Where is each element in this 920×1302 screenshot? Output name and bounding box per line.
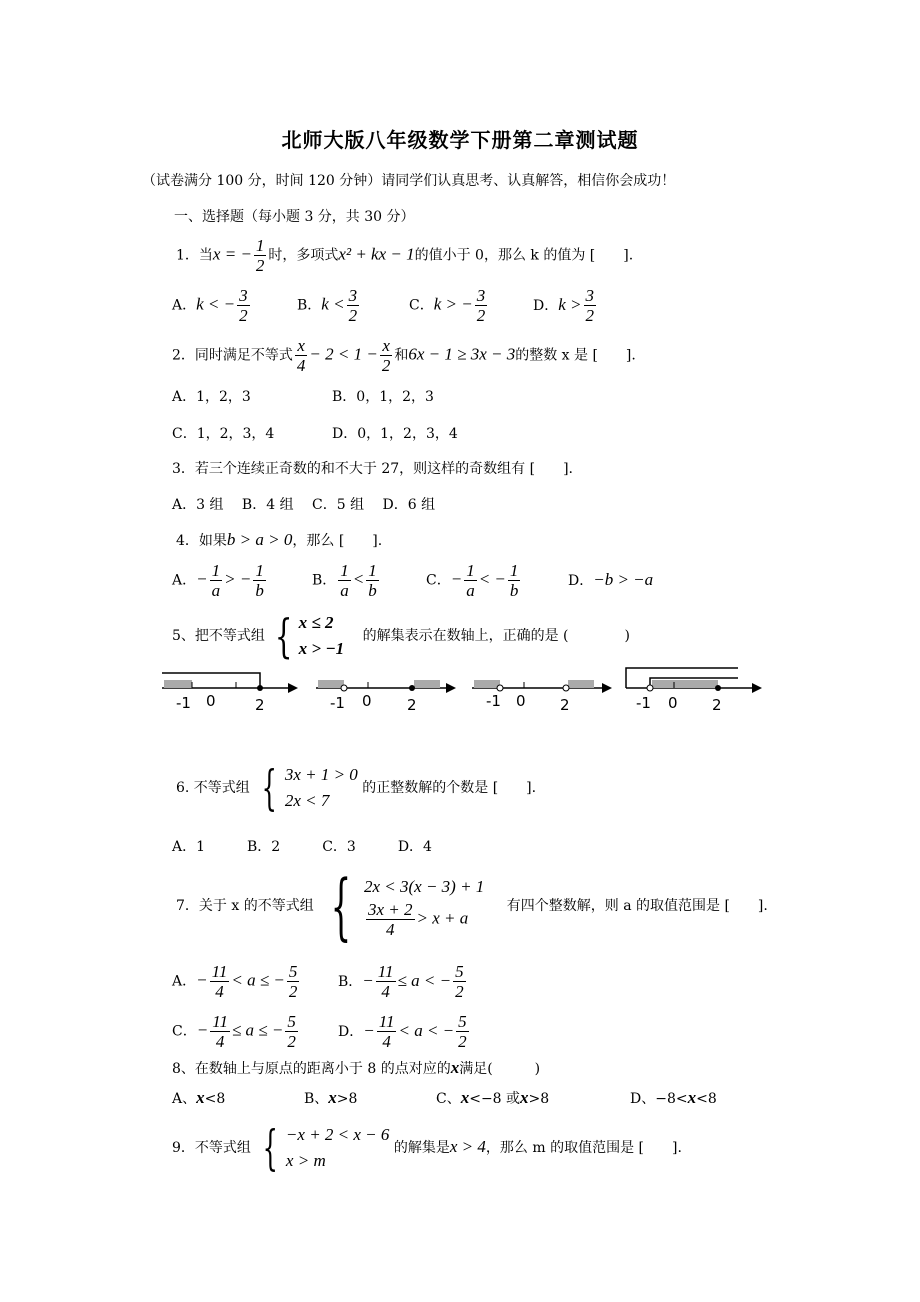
intro-text: （试卷满分 100 分，时间 120 分钟）请同学们认真思考、认真解答，相信你会成功！ xyxy=(142,173,676,189)
number-line-option-a[interactable] xyxy=(156,666,301,716)
option-a[interactable]: A．k < − $\frac{3}{2}$ xyxy=(172,286,248,325)
option-a[interactable]: A、x<8 xyxy=(172,1088,226,1107)
option-c[interactable]: C、x<−8 或x>8 xyxy=(436,1088,550,1107)
question-9: 9．不等式组 { −x + 2 < x − 6 x > m 的解集是x > 4，那么 m 的取值范围是 [ ]. xyxy=(172,1120,682,1176)
svg-text:0: 0 xyxy=(516,692,526,710)
question-4-options xyxy=(172,561,653,600)
question-2-options-row1 xyxy=(172,386,434,406)
svg-text:-1: -1 xyxy=(486,692,501,710)
page-title: 北师大版八年级数学下册第二章测试题 xyxy=(281,128,639,152)
option-c[interactable]: C．− $\frac{1}{a}$ < − $\frac{1}{b}$ xyxy=(426,561,519,600)
question-8-options xyxy=(172,1088,717,1108)
question-2-options-row2 xyxy=(172,423,458,443)
inequality-system: { x ≤ 2 x > −1 xyxy=(275,609,345,663)
question-3-options[interactable]: A．3 组 B．4 组 C．5 组 D．6 组 xyxy=(172,497,436,513)
svg-text:0: 0 xyxy=(206,692,216,710)
question-4: 4．如果b > a > 0，那么 [ ]. xyxy=(176,530,383,549)
question-2: 2．同时满足不等式 $\frac{x}{4}$ − 2 < 1 − $\frac{x}{2}$ 和6x − 1 ≥ 3x − 3的整数 x 是 [ ]. xyxy=(172,336,636,375)
question-1-options xyxy=(172,286,598,325)
question-6-options[interactable]: A．1 B．2 C．3 D．4 xyxy=(172,839,432,855)
inequality-system: { 3x + 1 > 0 2x < 7 xyxy=(261,760,358,816)
svg-text:-1: -1 xyxy=(636,694,651,712)
option-a[interactable]: A．1，2，3 xyxy=(172,389,251,405)
question-1: 1．当x = − $\frac{1}{2}$ 时，多项式x² + kx − 1的值小于 0，那么 k 的值为 [ ]. xyxy=(176,236,634,275)
svg-text:0: 0 xyxy=(362,692,372,710)
option-a[interactable]: A．− $\frac{11}{4}$ < a ≤ − $\frac{5}{2}$ xyxy=(172,962,298,1001)
question-6: 6. 不等式组 { 3x + 1 > 0 2x < 7 的正整数解的个数是 [ ]. xyxy=(176,760,537,816)
option-b[interactable]: B．0，1，2，3 xyxy=(332,389,434,405)
svg-text:0: 0 xyxy=(668,694,678,712)
inequality-system: { −x + 2 < x − 6 x > m xyxy=(263,1120,390,1176)
option-d[interactable]: D、−8<x<8 xyxy=(630,1088,717,1107)
number-line-option-b[interactable] xyxy=(312,666,457,716)
option-d[interactable]: D．0，1，2，3，4 xyxy=(332,426,458,442)
inequality-system: { 2x < 3(x − 3) + 1 $\frac{3x + 2}{4}$ > x + a xyxy=(330,864,485,948)
option-b[interactable]: B、x>8 xyxy=(304,1088,358,1107)
svg-text:-1: -1 xyxy=(176,694,191,712)
svg-text:2: 2 xyxy=(255,696,265,714)
option-b[interactable]: B．− $\frac{11}{4}$ ≤ a < − $\frac{5}{2}$ xyxy=(338,962,464,1001)
number-line-option-d[interactable] xyxy=(620,666,765,716)
question-3: 3．若三个连续正奇数的和不大于 27，则这样的奇数组有 [ ]. xyxy=(172,461,573,477)
svg-text:-1: -1 xyxy=(330,694,345,712)
option-c[interactable]: C．1，2，3，4 xyxy=(172,426,275,442)
option-b[interactable]: B．k < $\frac{3}{2}$ xyxy=(297,286,358,325)
question-5: 5、把不等式组 { x ≤ 2 x > −1 的解集表示在数轴上，正确的是 ( ) xyxy=(172,609,630,663)
option-d[interactable]: D．− $\frac{11}{4}$ < a < − $\frac{5}{2}$ xyxy=(338,1012,467,1051)
question-7-options-row1 xyxy=(172,962,468,1001)
section-heading: 一、选择题（每小题 3 分，共 30 分） xyxy=(174,209,415,225)
option-b[interactable]: B． $\frac{1}{a}$ < $\frac{1}{b}$ xyxy=(312,561,377,600)
option-a[interactable]: A．− $\frac{1}{a}$ > − $\frac{1}{b}$ xyxy=(172,561,264,600)
option-d[interactable]: D．k > $\frac{3}{2}$ xyxy=(533,286,595,325)
option-c[interactable]: C．k > − $\frac{3}{2}$ xyxy=(409,286,486,325)
number-line-option-c[interactable] xyxy=(468,666,613,716)
question-7-options-row2 xyxy=(172,1012,471,1051)
svg-text:2: 2 xyxy=(407,696,417,714)
option-c[interactable]: C．− $\frac{11}{4}$ ≤ a ≤ − $\frac{5}{2}$ xyxy=(172,1012,296,1051)
option-d[interactable]: D．−b > −a xyxy=(568,569,654,589)
question-8: 8、在数轴上与原点的距离小于 8 的点对应的x满足( ) xyxy=(172,1058,541,1077)
svg-text:2: 2 xyxy=(712,696,722,714)
question-7: 7．关于 x 的不等式组 { 2x < 3(x − 3) + 1 $\frac{3x + 2}{4}$ > x + a 有四个整数解，则 a 的取值范围是 [ ]. xyxy=(176,864,768,948)
svg-text:2: 2 xyxy=(560,696,570,714)
